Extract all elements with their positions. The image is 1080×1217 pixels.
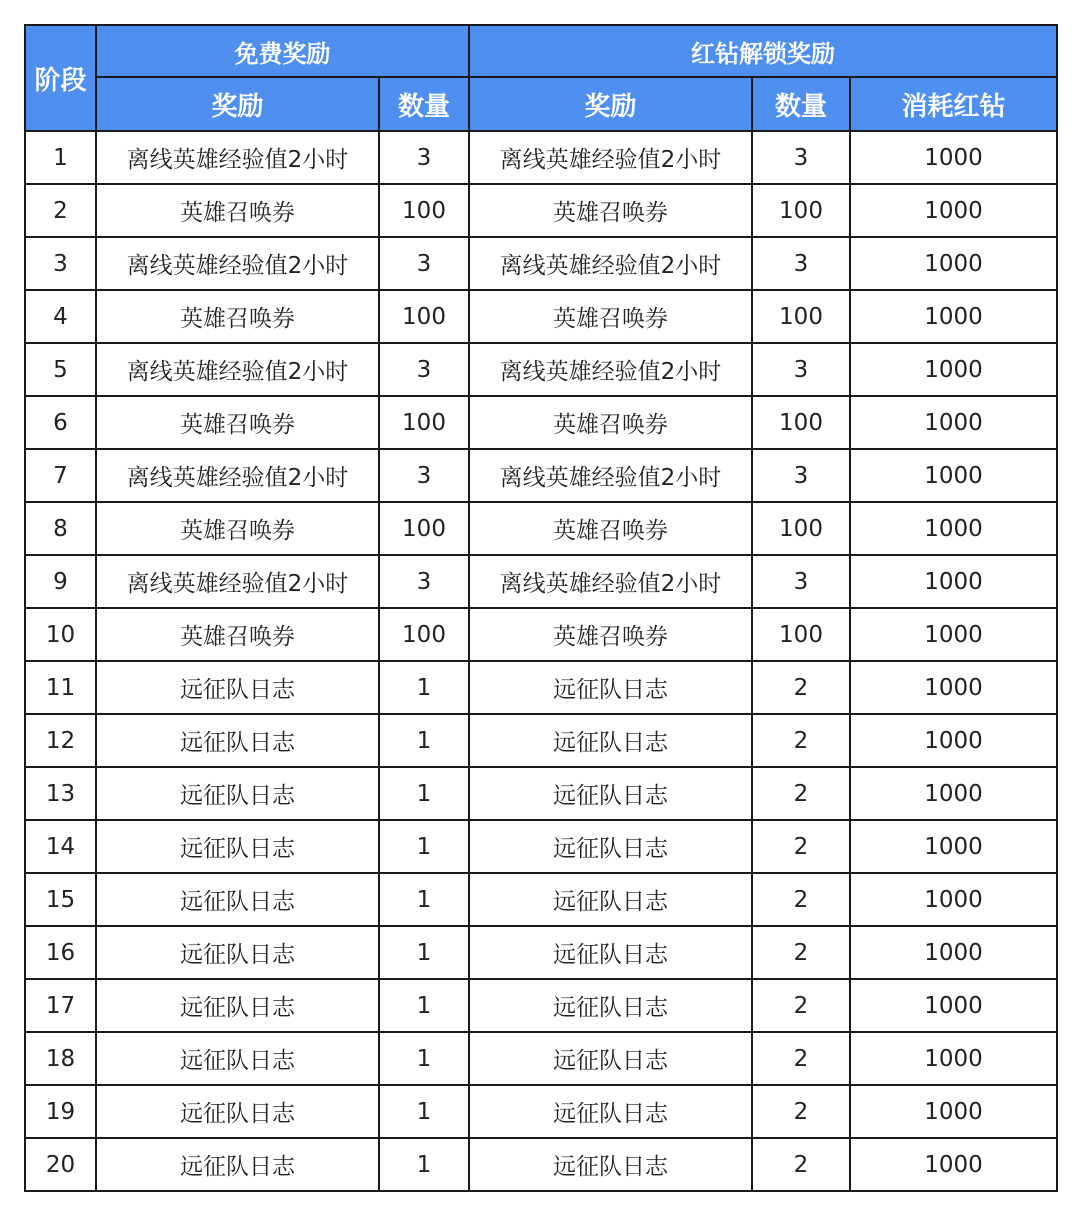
free-reward-cell: 离线英雄经验值2小时 [96, 555, 379, 608]
table-row [25, 449, 1057, 502]
free-reward-cell: 英雄召唤券 [96, 396, 379, 449]
free-quantity-cell: 1 [379, 926, 469, 979]
free-quantity-cell: 3 [379, 237, 469, 290]
stage-cell: 11 [25, 661, 96, 714]
paid-reward-cell: 英雄召唤券 [469, 290, 752, 343]
free-reward-cell: 英雄召唤券 [96, 290, 379, 343]
paid-reward-cell: 远征队日志 [469, 820, 752, 873]
free-quantity-cell: 1 [379, 1138, 469, 1191]
table-row [25, 873, 1057, 926]
cost-cell: 1000 [850, 767, 1057, 820]
paid-reward-cell: 离线英雄经验值2小时 [469, 449, 752, 502]
paid-reward-cell: 离线英雄经验值2小时 [469, 343, 752, 396]
free-reward-column-header: 奖励 [96, 77, 379, 131]
table-row [25, 926, 1057, 979]
stage-cell: 3 [25, 237, 96, 290]
free-reward-cell: 远征队日志 [96, 926, 379, 979]
paid-reward-cell: 远征队日志 [469, 661, 752, 714]
paid-quantity-cell: 100 [752, 396, 850, 449]
free-reward-cell: 远征队日志 [96, 661, 379, 714]
reward-table-container [24, 24, 1058, 1192]
stage-cell: 20 [25, 1138, 96, 1191]
paid-reward-cell: 远征队日志 [469, 926, 752, 979]
table-row [25, 290, 1057, 343]
table-row [25, 714, 1057, 767]
stage-cell: 9 [25, 555, 96, 608]
table-row [25, 767, 1057, 820]
free-reward-cell: 英雄召唤券 [96, 608, 379, 661]
paid-quantity-column-header: 数量 [752, 77, 850, 131]
table-row [25, 502, 1057, 555]
paid-quantity-cell: 100 [752, 184, 850, 237]
paid-quantity-cell: 3 [752, 343, 850, 396]
stage-cell: 2 [25, 184, 96, 237]
stage-cell: 13 [25, 767, 96, 820]
free-quantity-cell: 100 [379, 608, 469, 661]
paid-reward-cell: 远征队日志 [469, 979, 752, 1032]
paid-reward-cell: 离线英雄经验值2小时 [469, 555, 752, 608]
table-row [25, 820, 1057, 873]
stage-cell: 5 [25, 343, 96, 396]
free-quantity-cell: 1 [379, 714, 469, 767]
table-row [25, 131, 1057, 184]
cost-cell: 1000 [850, 820, 1057, 873]
paid-reward-cell: 远征队日志 [469, 1085, 752, 1138]
paid-quantity-cell: 2 [752, 926, 850, 979]
reward-table [24, 24, 1058, 1192]
paid-quantity-cell: 3 [752, 449, 850, 502]
paid-reward-cell: 远征队日志 [469, 1138, 752, 1191]
free-quantity-cell: 100 [379, 396, 469, 449]
table-row [25, 1138, 1057, 1191]
paid-reward-group-header: 红钻解锁奖励 [469, 25, 1057, 77]
paid-quantity-cell: 2 [752, 979, 850, 1032]
free-reward-cell: 远征队日志 [96, 979, 379, 1032]
free-quantity-cell: 100 [379, 502, 469, 555]
stage-cell: 6 [25, 396, 96, 449]
free-reward-cell: 远征队日志 [96, 873, 379, 926]
paid-reward-cell: 远征队日志 [469, 767, 752, 820]
free-reward-cell: 远征队日志 [96, 1032, 379, 1085]
cost-cell: 1000 [850, 979, 1057, 1032]
table-row [25, 608, 1057, 661]
paid-quantity-cell: 2 [752, 661, 850, 714]
paid-quantity-cell: 2 [752, 1138, 850, 1191]
cost-cell: 1000 [850, 502, 1057, 555]
table-header [25, 25, 1057, 131]
free-quantity-cell: 1 [379, 767, 469, 820]
free-reward-cell: 离线英雄经验值2小时 [96, 237, 379, 290]
paid-reward-cell: 远征队日志 [469, 1032, 752, 1085]
stage-cell: 4 [25, 290, 96, 343]
paid-quantity-cell: 2 [752, 1085, 850, 1138]
cost-cell: 1000 [850, 237, 1057, 290]
paid-quantity-cell: 3 [752, 237, 850, 290]
stage-cell: 10 [25, 608, 96, 661]
table-row [25, 661, 1057, 714]
paid-quantity-cell: 2 [752, 767, 850, 820]
free-reward-cell: 离线英雄经验值2小时 [96, 449, 379, 502]
free-reward-cell: 离线英雄经验值2小时 [96, 131, 379, 184]
paid-quantity-cell: 100 [752, 608, 850, 661]
stage-cell: 14 [25, 820, 96, 873]
table-body [25, 131, 1057, 1191]
table-row [25, 979, 1057, 1032]
paid-reward-column-header: 奖励 [469, 77, 752, 131]
stage-cell: 1 [25, 131, 96, 184]
cost-cell: 1000 [850, 343, 1057, 396]
stage-column-header: 阶段 [25, 25, 96, 131]
paid-reward-cell: 离线英雄经验值2小时 [469, 237, 752, 290]
table-row [25, 237, 1057, 290]
header-sub-row [25, 77, 1057, 131]
free-quantity-cell: 3 [379, 449, 469, 502]
cost-cell: 1000 [850, 1085, 1057, 1138]
free-quantity-cell: 1 [379, 1085, 469, 1138]
free-quantity-cell: 1 [379, 979, 469, 1032]
table-row [25, 1032, 1057, 1085]
cost-column-header: 消耗红钻 [850, 77, 1057, 131]
table-row [25, 555, 1057, 608]
paid-quantity-cell: 3 [752, 131, 850, 184]
table-row [25, 184, 1057, 237]
free-quantity-cell: 3 [379, 555, 469, 608]
free-reward-cell: 英雄召唤券 [96, 184, 379, 237]
cost-cell: 1000 [850, 555, 1057, 608]
free-quantity-column-header: 数量 [379, 77, 469, 131]
free-quantity-cell: 3 [379, 131, 469, 184]
paid-quantity-cell: 100 [752, 502, 850, 555]
free-quantity-cell: 3 [379, 343, 469, 396]
free-reward-cell: 远征队日志 [96, 714, 379, 767]
free-reward-cell: 远征队日志 [96, 767, 379, 820]
cost-cell: 1000 [850, 873, 1057, 926]
paid-quantity-cell: 2 [752, 873, 850, 926]
table-row [25, 343, 1057, 396]
stage-cell: 18 [25, 1032, 96, 1085]
stage-cell: 7 [25, 449, 96, 502]
free-quantity-cell: 1 [379, 820, 469, 873]
paid-reward-cell: 离线英雄经验值2小时 [469, 131, 752, 184]
cost-cell: 1000 [850, 1032, 1057, 1085]
cost-cell: 1000 [850, 926, 1057, 979]
stage-cell: 15 [25, 873, 96, 926]
free-reward-cell: 英雄召唤券 [96, 502, 379, 555]
paid-quantity-cell: 2 [752, 714, 850, 767]
stage-cell: 12 [25, 714, 96, 767]
cost-cell: 1000 [850, 449, 1057, 502]
paid-reward-cell: 英雄召唤券 [469, 184, 752, 237]
cost-cell: 1000 [850, 131, 1057, 184]
free-reward-cell: 远征队日志 [96, 820, 379, 873]
cost-cell: 1000 [850, 608, 1057, 661]
free-quantity-cell: 100 [379, 184, 469, 237]
table-row [25, 396, 1057, 449]
cost-cell: 1000 [850, 184, 1057, 237]
table-row [25, 1085, 1057, 1138]
cost-cell: 1000 [850, 661, 1057, 714]
cost-cell: 1000 [850, 1138, 1057, 1191]
free-quantity-cell: 100 [379, 290, 469, 343]
paid-reward-cell: 远征队日志 [469, 873, 752, 926]
cost-cell: 1000 [850, 290, 1057, 343]
free-quantity-cell: 1 [379, 873, 469, 926]
header-group-row [25, 25, 1057, 77]
stage-cell: 8 [25, 502, 96, 555]
free-reward-cell: 远征队日志 [96, 1085, 379, 1138]
cost-cell: 1000 [850, 396, 1057, 449]
paid-quantity-cell: 3 [752, 555, 850, 608]
paid-reward-cell: 英雄召唤券 [469, 396, 752, 449]
free-reward-cell: 远征队日志 [96, 1138, 379, 1191]
paid-reward-cell: 远征队日志 [469, 714, 752, 767]
cost-cell: 1000 [850, 714, 1057, 767]
stage-cell: 19 [25, 1085, 96, 1138]
stage-cell: 16 [25, 926, 96, 979]
free-quantity-cell: 1 [379, 661, 469, 714]
paid-quantity-cell: 2 [752, 820, 850, 873]
paid-reward-cell: 英雄召唤券 [469, 608, 752, 661]
free-reward-group-header: 免费奖励 [96, 25, 469, 77]
free-reward-cell: 离线英雄经验值2小时 [96, 343, 379, 396]
paid-reward-cell: 英雄召唤券 [469, 502, 752, 555]
paid-quantity-cell: 2 [752, 1032, 850, 1085]
paid-quantity-cell: 100 [752, 290, 850, 343]
free-quantity-cell: 1 [379, 1032, 469, 1085]
stage-cell: 17 [25, 979, 96, 1032]
